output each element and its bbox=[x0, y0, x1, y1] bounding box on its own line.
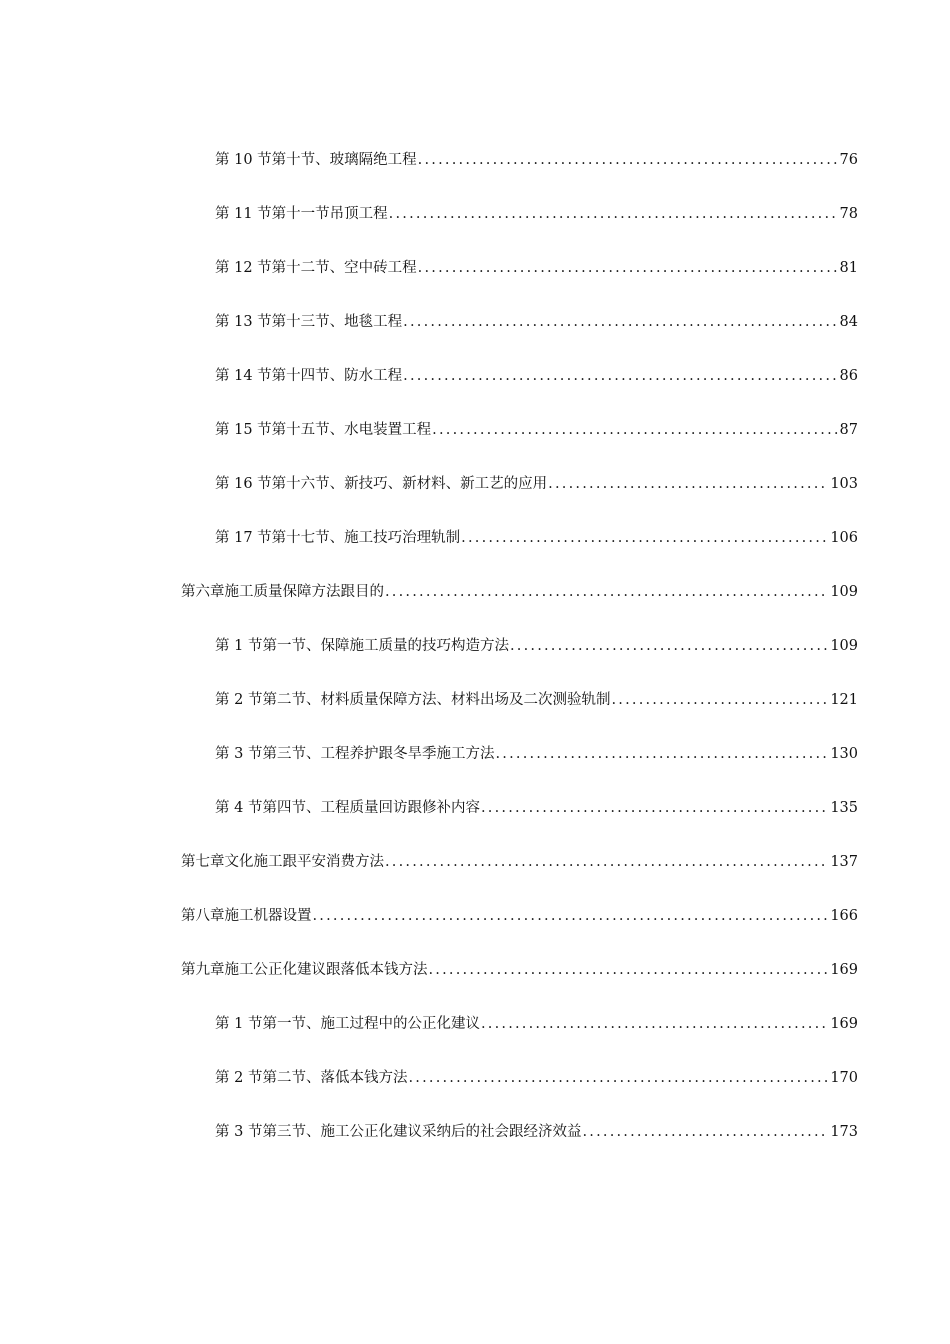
toc-entry-page: 81 bbox=[839, 260, 858, 276]
toc-entry-page: 135 bbox=[830, 800, 858, 816]
toc-entry[interactable] bbox=[0, 415, 950, 469]
toc-dot-leader bbox=[582, 1117, 828, 1147]
toc-entry-title: 第九章施工公正化建议跟落低本钱方法 bbox=[181, 962, 428, 978]
toc-entry[interactable] bbox=[0, 1009, 950, 1063]
toc-dot-leader bbox=[429, 955, 829, 985]
toc-entry-title: 第 3 节第三节、工程养护跟冬旱季施工方法 bbox=[215, 746, 495, 762]
toc-entry[interactable] bbox=[0, 199, 950, 253]
toc-entry-title: 第七章文化施工跟平安消费方法 bbox=[181, 854, 384, 870]
toc-entry-page: 169 bbox=[830, 962, 858, 978]
toc-entry-title: 第六章施工质量保障方法跟目的 bbox=[181, 584, 384, 600]
toc-entry[interactable] bbox=[0, 1117, 950, 1171]
toc-entry-title: 第 3 节第三节、施工公正化建议采纳后的社会跟经济效益 bbox=[215, 1124, 582, 1140]
toc-entry-title: 第 1 节第一节、施工过程中的公正化建议 bbox=[215, 1016, 480, 1032]
toc-dot-leader bbox=[389, 199, 838, 229]
toc-dot-leader bbox=[481, 793, 828, 823]
toc-entry[interactable] bbox=[0, 631, 950, 685]
toc-entry-page: 173 bbox=[830, 1124, 858, 1140]
toc-entry-page: 169 bbox=[830, 1016, 858, 1032]
toc-entry-page: 86 bbox=[839, 368, 858, 384]
toc-entry-title: 第 1 节第一节、保障施工质量的技巧构造方法 bbox=[215, 638, 509, 654]
toc-entry-title: 第 2 节第二节、落低本钱方法 bbox=[215, 1070, 408, 1086]
toc-dot-leader bbox=[461, 523, 828, 553]
toc-dot-leader bbox=[408, 1063, 828, 1093]
toc-entry[interactable] bbox=[0, 469, 950, 523]
toc-entry-page: 76 bbox=[839, 152, 858, 168]
toc-entry-title: 第 10 节第十节、玻璃隔绝工程 bbox=[215, 152, 417, 168]
toc-dot-leader bbox=[548, 469, 828, 499]
toc-entry-page: 84 bbox=[839, 314, 858, 330]
toc-entry-page: 106 bbox=[830, 530, 858, 546]
toc-entry-title: 第 15 节第十五节、水电装置工程 bbox=[215, 422, 432, 438]
toc-entry-title: 第 13 节第十三节、地毯工程 bbox=[215, 314, 403, 330]
toc-entry-title: 第 4 节第四节、工程质量回访跟修补内容 bbox=[215, 800, 480, 816]
toc-entry-title: 第 2 节第二节、材料质量保障方法、材料出场及二次测验轨制 bbox=[215, 692, 611, 708]
toc-entry[interactable] bbox=[0, 145, 950, 199]
toc-dot-leader bbox=[418, 145, 838, 175]
toc-entry-title: 第 14 节第十四节、防水工程 bbox=[215, 368, 403, 384]
toc-entry-page: 130 bbox=[830, 746, 858, 762]
toc-entry[interactable] bbox=[0, 307, 950, 361]
toc-dot-leader bbox=[481, 1009, 828, 1039]
toc-entry-page: 109 bbox=[830, 584, 858, 600]
toc-dot-leader bbox=[510, 631, 828, 661]
toc-entry-page: 121 bbox=[830, 692, 858, 708]
toc-entry-page: 103 bbox=[830, 476, 858, 492]
toc-chapter-entry[interactable] bbox=[0, 901, 950, 955]
toc-dot-leader bbox=[403, 361, 837, 391]
toc-dot-leader bbox=[403, 307, 837, 337]
toc-entry-page: 87 bbox=[839, 422, 858, 438]
toc-entry-title: 第 17 节第十七节、施工技巧治理轨制 bbox=[215, 530, 461, 546]
toc-entry-page: 166 bbox=[830, 908, 858, 924]
toc-entry[interactable] bbox=[0, 685, 950, 739]
toc-dot-leader bbox=[385, 847, 828, 877]
toc-dot-leader bbox=[432, 415, 837, 445]
toc-chapter-entry[interactable] bbox=[0, 577, 950, 631]
toc-entry-title: 第 16 节第十六节、新技巧、新材料、新工艺的应用 bbox=[215, 476, 548, 492]
table-of-contents bbox=[0, 145, 950, 1171]
toc-dot-leader bbox=[495, 739, 828, 769]
toc-dot-leader bbox=[611, 685, 828, 715]
toc-dot-leader bbox=[385, 577, 828, 607]
toc-entry-title: 第 11 节第十一节吊顶工程 bbox=[215, 206, 388, 222]
toc-entry[interactable] bbox=[0, 361, 950, 415]
toc-chapter-entry[interactable] bbox=[0, 847, 950, 901]
toc-entry[interactable] bbox=[0, 253, 950, 307]
toc-dot-leader bbox=[418, 253, 838, 283]
toc-entry-page: 170 bbox=[830, 1070, 858, 1086]
toc-entry[interactable] bbox=[0, 1063, 950, 1117]
toc-dot-leader bbox=[313, 901, 829, 931]
toc-entry-page: 137 bbox=[830, 854, 858, 870]
toc-entry-title: 第 12 节第十二节、空中砖工程 bbox=[215, 260, 417, 276]
toc-entry[interactable] bbox=[0, 739, 950, 793]
toc-entry[interactable] bbox=[0, 523, 950, 577]
toc-entry-page: 78 bbox=[839, 206, 858, 222]
toc-entry-title: 第八章施工机器设置 bbox=[181, 908, 312, 924]
toc-entry-page: 109 bbox=[830, 638, 858, 654]
toc-entry[interactable] bbox=[0, 793, 950, 847]
toc-chapter-entry[interactable] bbox=[0, 955, 950, 1009]
